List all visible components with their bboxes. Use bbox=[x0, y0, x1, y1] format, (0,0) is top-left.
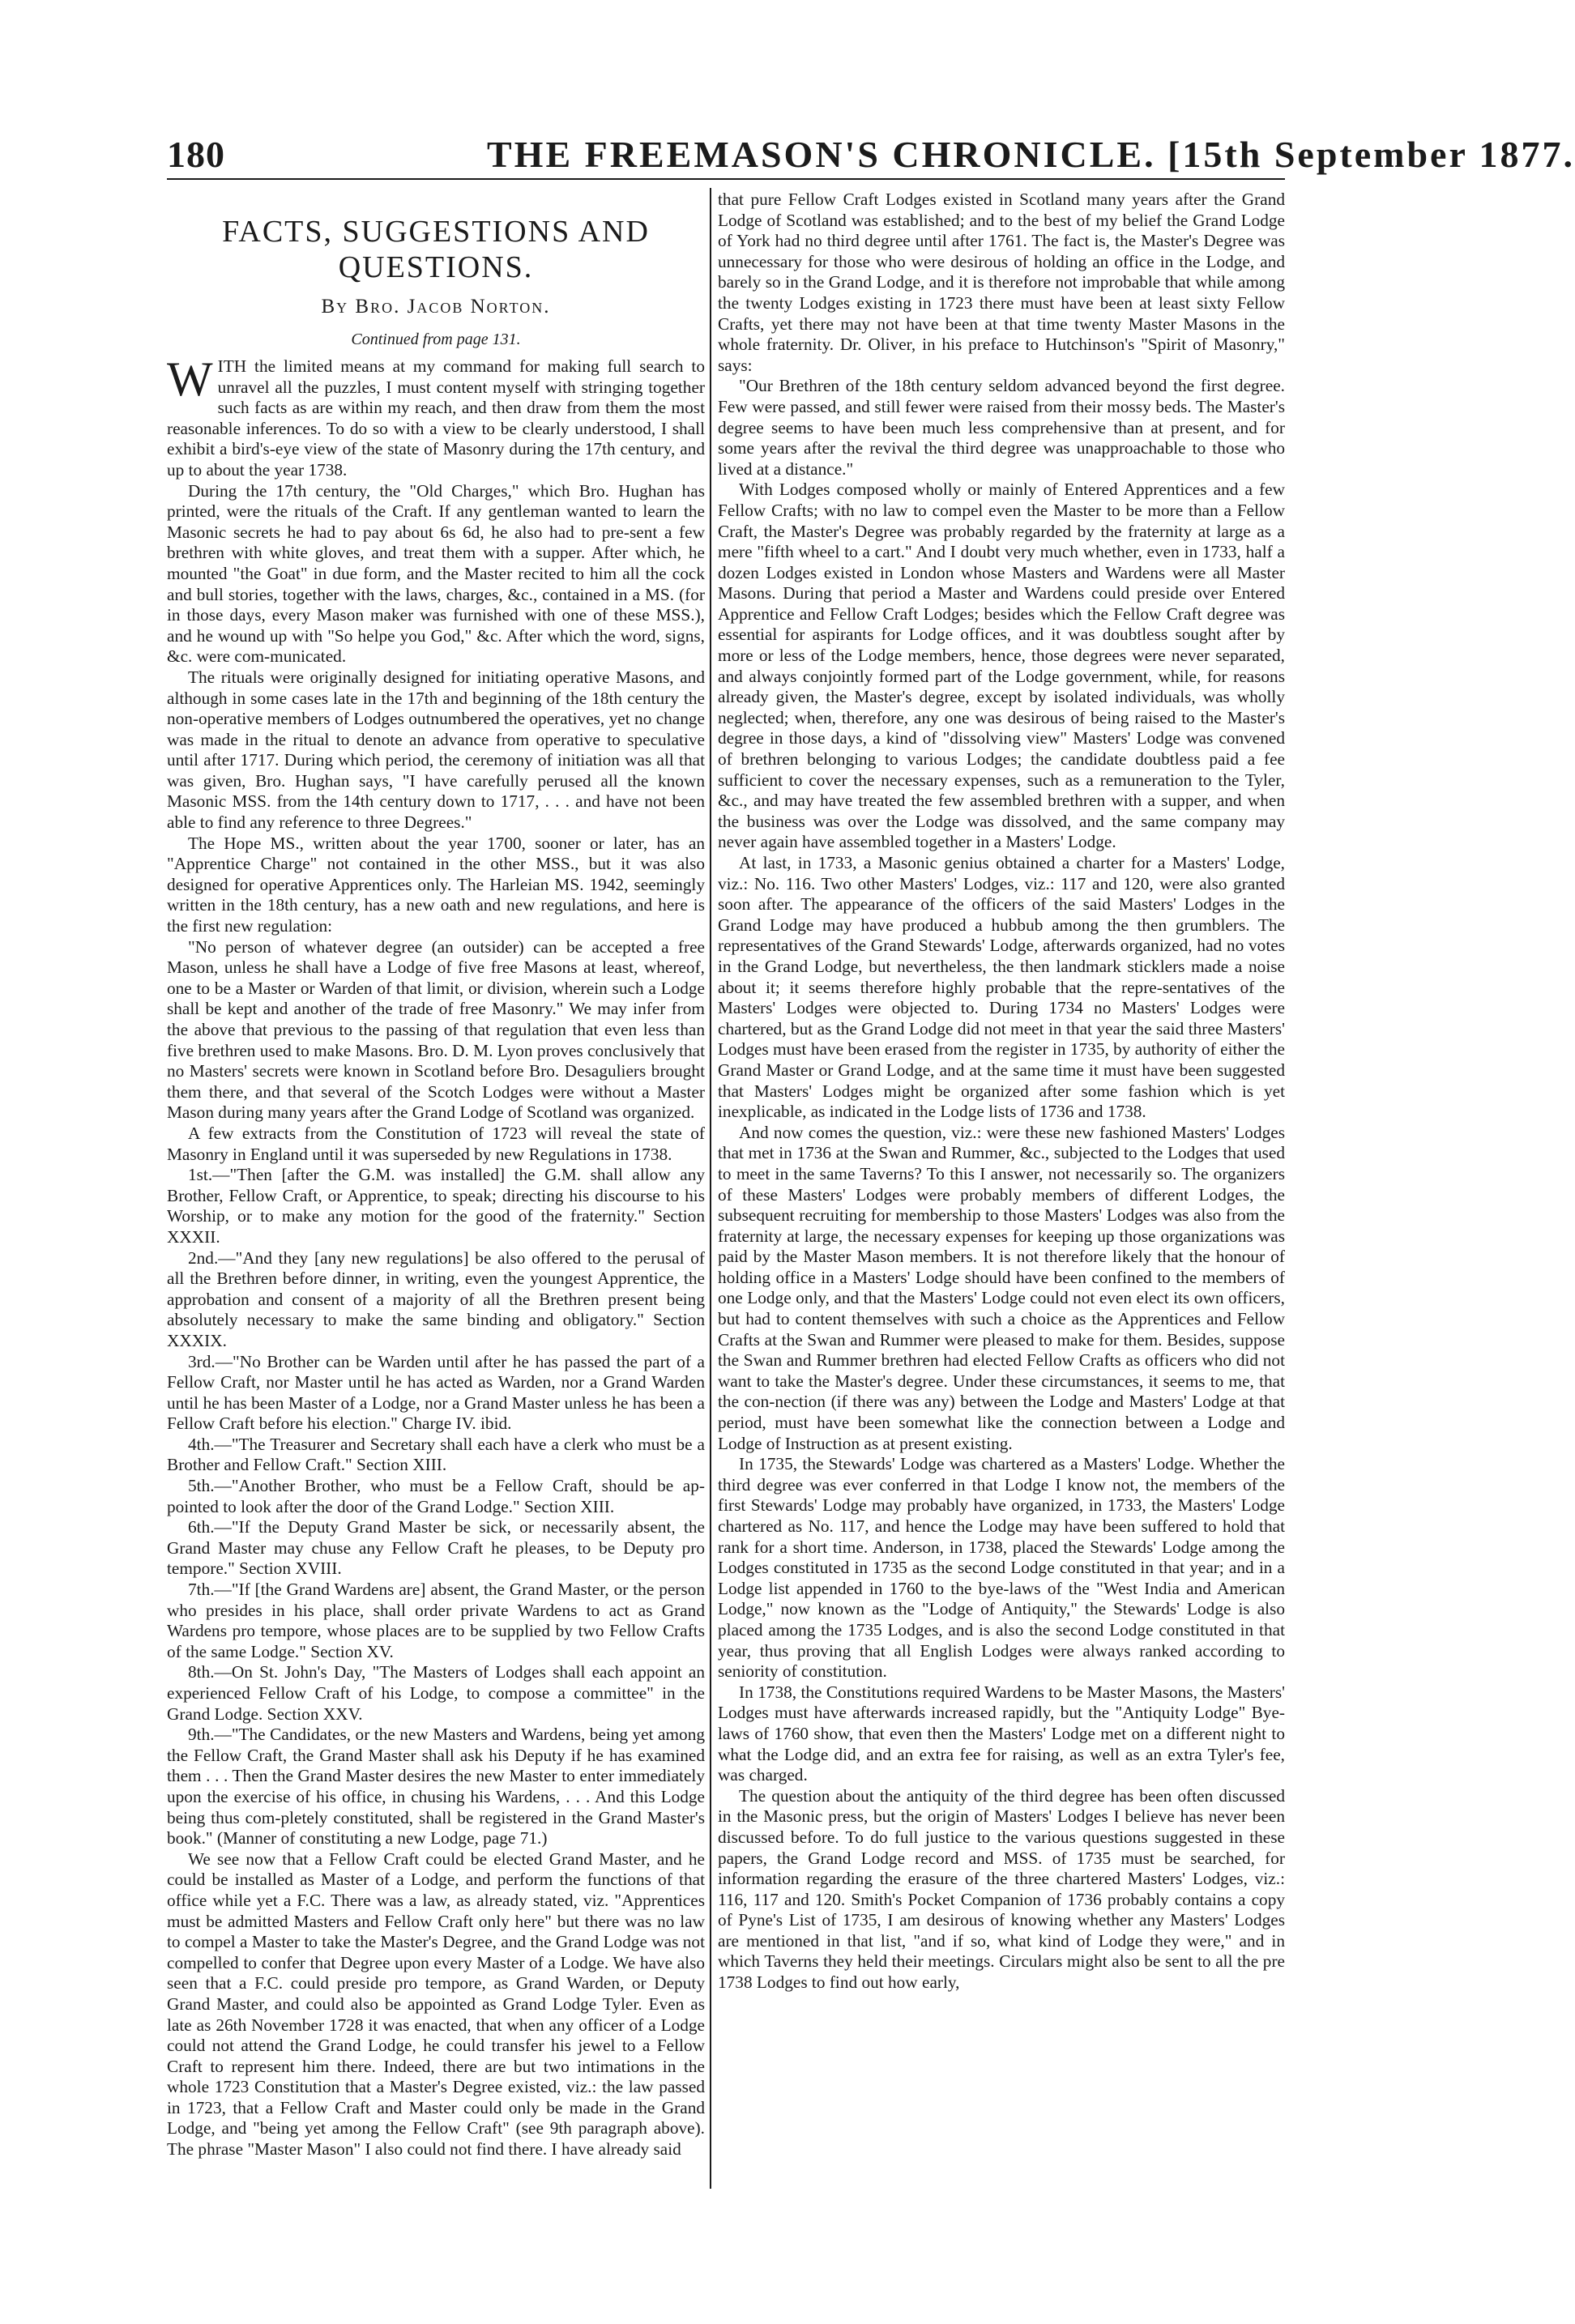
header-rule bbox=[167, 178, 1285, 180]
paragraph: At last, in 1733, a Masonic genius obtained a charter for a Masters' Lodge, viz.: No. 116. Two other Masters' Lodges, viz.: 117 and 120, were also granted soon after. The appearance of the officers of the said Masters' Lodges in the Grand Lodge may have produced a hubbub among the then grumblers. The representatives of the Grand Stewards' Lodge, afterwards organized, had no votes in the Grand Lodge, but nevertheless, the then landmark sticklers made a noise about it; it seems therefore highly probable that the repre-sentatives of the Masters' Lodges were objected to. During 1734 no Masters' Lodges were chartered, but as the Grand Lodge did not meet in that year the said three Masters' Lodges must have been erased from the register in 1735, by authority of either the Grand Master or Grand Lodge, and at the same time it must have been suggested that Masters' Lodges might be organized after some fashion which is yet inexplicable, as indicated in the Lodge lists of 1736 and 1738. bbox=[718, 853, 1285, 1122]
paragraph-text: ITH the limited means at my command for making full search to unravel all the puzzles, I must content myself with stringing together such facts as are within my reach, and then draw from them the most reasonable inferences. To do so with a view to be clearly understood, I shall exhibit a bird's-eye view of the state of Masonry during the 17th century, and up to about the year 1738. bbox=[167, 356, 705, 480]
paragraph: 4th.—"The Treasurer and Secretary shall each have a clerk who must be a Brother and Fellow Craft." Section XIII. bbox=[167, 1434, 705, 1475]
paragraph: A few extracts from the Constitution of 1723 will reveal the state of Masonry in England until it was superseded by new Regulations in 1738. bbox=[167, 1123, 705, 1164]
page-number: 180 bbox=[167, 134, 225, 175]
paragraph: 2nd.—"And they [any new regulations] be also offered to the perusal of all the Brethren before dinner, in writing, even the youngest Apprentice, the approbation and consent of a majority of all the Brethren present being absolutely necessary to make the same binding and obligatory." Section XXXIX. bbox=[167, 1247, 705, 1350]
paragraph: During the 17th century, the "Old Charges," which Bro. Hughan has printed, were the rituals of the Craft. If any gentleman wanted to learn the Masonic secrets he had to pay about 6s 6d, he also had to pre-sent a few brethren with white gloves, and treat them with a supper. After which, he mounted "the Goat" in due form, and the Master recited to him all the cock and bull stories, together with the laws, charges, &c., contained in a MS. (for in those days, every Mason maker was furnished with one of these MSS.), and he wound up with "So helpe you God," &c. After which the word, signs, &c. were com-municated. bbox=[167, 480, 705, 667]
paragraph: 8th.—On St. John's Day, "The Masters of Lodges shall each appoint an experienced Fellow Craft of his Lodge, to compose a committee" in the Grand Lodge. Section XXV. bbox=[167, 1662, 705, 1724]
article-title: FACTS, SUGGESTIONS AND QUESTIONS. bbox=[222, 215, 650, 284]
continued-note: Continued from page 131. bbox=[351, 330, 521, 348]
paragraph: 6th.—"If the Deputy Grand Master be sick, or necessarily absent, the Grand Master may chuse any Fellow Craft he pleases, to be Deputy pro tempore." Section XVIII. bbox=[167, 1517, 705, 1579]
paragraph: "Our Brethren of the 18th century seldom advanced beyond the first degree. Few were passed, and still fewer were raised from their mossy beds. The Master's degree seems to have been much less comprehensive than at present, and for some years after the revival the third degree was unapproachable to those who lived at a distance." bbox=[718, 376, 1285, 479]
paragraph: The question about the antiquity of the third degree has been often discussed in the Masonic press, but the origin of Masters' Lodges I believe has never been discussed before. To do full justice to the various questions suggested in these papers, the Grand Lodge record and MSS. of 1735 must be searched, for information regarding the erasure of the three chartered Masters' Lodges, viz.: 116, 117 and 120. Smith's Pocket Companion of 1736 probably contains a copy of Pyne's List of 1735, I am desirous of knowing whether any Masters' Lodges are mentioned in that list, "and if so, what kind of Lodge they were," and in which Taverns they held their meetings. Circulars might also be sent to all the pre 1738 Lodges to find out how early, bbox=[718, 1785, 1285, 1993]
paragraph: In 1738, the Constitutions required Wardens to be Master Masons, the Masters' Lodges must have afterwards increased rapidly, but the "Antiquity Lodge" Bye-laws of 1760 show, that even then the Masters' Lodge met on a different night to what the Lodge did, and an extra fee for raising, as well as an extra Tyler's fee, was charged. bbox=[718, 1682, 1285, 1785]
paragraph: And now comes the question, viz.: were these new fashioned Masters' Lodges that met in 1736 at the Swan and Rummer, &c., subjected to the Lodges that used to meet in the same Taverns? To this I answer, not necessarily so. The organizers of these Masters' Lodges were probably members of different Lodges, the subsequent recruiting for membership to those Masters' Lodges was also from the fraternity at large, the necessary expenses for keeping up those organizations was paid by the Master Mason members. It is not therefore likely that the honour of holding office in a Masters' Lodge should have been confined to the members of one Lodge only, and that the Masters' Lodge could not even elect its own officers, but had to content themselves with such a choice as the Apprentices and Fellow Crafts at the Swan and Rummer were pleased to make for them. Besides, suppose the Swan and Rummer brethren had elected Fellow Crafts as officers who did not want to take the Master's degree. Under these circumstances, it seems to me, that the con-nection (if there was any) between the Lodge and Masters' Lodge at that period, must have been somewhat like the connection between a Lodge and Lodge of Instruction as at present existing. bbox=[718, 1122, 1285, 1453]
left-column bbox=[167, 191, 705, 2160]
page-header bbox=[167, 128, 1575, 177]
paragraph: 1st.—"Then [after the G.M. was installed] the G.M. shall allow any Brother, Fellow Craft, or Apprentice, to speak; directing his discourse to his Worship, or to make any motion for the good of the fraternity." Section XXXII. bbox=[167, 1165, 705, 1247]
column-rule bbox=[710, 188, 711, 2189]
paragraph: 9th.—"The Candidates, or the new Masters and Wardens, being yet among the Fellow Craft, the Grand Master shall ask his Deputy if he has examined them . . . Then the Grand Master desires the new Master to enter immediately upon the exercise of his office, in chusing his Wardens, . . . And this Lodge being thus com-pletely constituted, shall be registered in the Grand Master's book." (Manner of constituting a new Lodge, page 71.) bbox=[167, 1725, 705, 1849]
paragraph: The rituals were originally designed for initiating operative Masons, and although in some cases late in the 17th and beginning of the 18th century the non-operative members of Lodges outnumbered the operatives, yet no change was made in the ritual to denote an advance from operative to speculative until after 1717. During which period, the ceremony of initiation was all that was given, Bro. Hughan says, "I have carefully perused all the known Masonic MSS. from the 14th century down to 1717, . . . and have not been able to find any reference to three Degrees." bbox=[167, 667, 705, 833]
article-byline: By Bro. Jacob Norton. bbox=[321, 296, 551, 318]
paragraph: 5th.—"Another Brother, who must be a Fellow Craft, should be ap-pointed to look after the door of the Grand Lodge." Section XIII. bbox=[167, 1476, 705, 1516]
paragraph: "No person of whatever degree (an outsider) can be accepted a free Mason, unless he shall have a Lodge of five free Masons at least, whereof, one to be a Master or Warden of that limit, or division, wherein such a Lodge shall be kept and another of the trade of free Masonry." We may infer from the above that previous to the passing of that regulation that even less than five brethren used to make Masons. Bro. D. M. Lyon proves conclusively that no Masters' secrets were known in Scotland before Bro. Desaguliers brought them there, and that several of the Scotch Lodges were without a Master Mason during many years after the Grand Lodge of Scotland was organized. bbox=[167, 936, 705, 1123]
paragraph: that pure Fellow Craft Lodges existed in Scotland many years after the Grand Lodge of Scotland was established; and to the best of my belief the Grand Lodge of York had no third degree until after 1761. The fact is, the Master's Degree was unnecessary for those who were desirous of holding an office in the Lodge, and barely so in the Grand Lodge, and it is therefore not improbable that while among the twenty Lodges existing in 1723 there must have been at least sixty Fellow Crafts, yet there may not have been at that time twenty Master Masons in the whole fraternity. Dr. Oliver, in his preface to Hutchinson's "Spirit of Masonry," says: bbox=[718, 190, 1285, 375]
paragraph: 3rd.—"No Brother can be Warden until after he has passed the part of a Fellow Craft, nor Master until he has acted as Warden, nor a Grand Warden until he has been Master of a Lodge, nor a Grand Master unless he has been a Fellow Craft before his election." Charge IV. ibid. bbox=[167, 1351, 705, 1434]
paragraph bbox=[167, 352, 705, 481]
paragraph: We see now that a Fellow Craft could be elected Grand Master, and he could be installed as Master of a Lodge, and perform the functions of that office while yet a F.C. There was a law, as already stated, viz. "Apprentices must be admitted Masters and Fellow Craft only here" but there was no law to compel a Master to take the Master's Degree, and the Grand Lodge was not compelled to confer that Degree upon every Master of a Lodge. We have also seen that a F.C. could preside pro tempore, as Grand Warden, or Deputy Grand Master, and could also be appointed as Grand Lodge Tyler. Even as late as 26th November 1728 it was enacted, that when any officer of a Lodge could not attend the Grand Lodge, he could transfer his jewel to a Fellow Craft to represent him there. Indeed, there are but two intimations in the whole 1723 Constitution that a Master's Degree existed, viz.: the law passed in 1723, that a Fellow Craft and Master could only be made in the Grand Lodge, and "being yet among the Fellow Craft" (see 9th paragraph above). The phrase "Master Mason" I also could not find there. I have already said bbox=[167, 1849, 705, 2160]
paragraph: With Lodges composed wholly or mainly of Entered Apprentices and a few Fellow Crafts; with no law to compel even the Master to be more than a Fellow Craft, the Master's Degree was probably regarded by the fraternity at large as a mere "fifth wheel to a cart." And I doubt very much whether, even in 1733, half a dozen Lodges existed in London whose Masters and Wardens were all Master Masons. During that period a Master and Wardens could preside over Entered Apprentice and Fellow Craft Lodges; besides which the Fellow Craft degree was essential for aspirants for Lodge offices, and it was doubtless sought after by more or less of the Lodge members, hence, those degrees were never separated, and always conjointly formed part of the Lodge government, while, for reasons already given, the Master's degree, except by isolated individuals, was wholly neglected; when, therefore, any one was desirous of being raised to the Master's degree in those days, a kind of "dissolving view" Masters' Lodge was convened of brethren belonging to various Lodges; the candidate doubtless paid a fee sufficient to cover the necessary expenses, such as a remuneration to the Tyler, &c., and may have treated the few assembled brethren with a supper, and when the business was over the Lodge was dissolved, and the same company may never again have assembled together in a Masters' Lodge. bbox=[718, 480, 1285, 852]
drop-cap: W bbox=[167, 352, 213, 406]
right-column bbox=[718, 190, 1285, 1994]
paragraph: In 1735, the Stewards' Lodge was chartered as a Masters' Lodge. Whether the third degree was ever conferred in that Lodge I know not, the members of the first Stewards' Lodge may probably have organized, in 1733, the Masters' Lodge chartered as No. 117, and hence the Lodge may have been suffered to hold that rank for a short time. Anderson, in 1738, placed the Stewards' Lodge among the Lodges constituted in 1735 as the second Lodge constituted in that year; and in a Lodge list appended in 1760 to the bye-laws of the "West India and American Lodge," now known as the "Lodge of Antiquity," the Stewards' Lodge is also placed among the 1735 Lodges, and is also the second Lodge constituted in that year, thus proving that all English Lodges were always ranked according to seniority of constitution. bbox=[718, 1454, 1285, 1682]
paragraph: The Hope MS., written about the year 1700, sooner or later, has an "Apprentice Charge" not contained in the other MSS., but it was also designed for operative Apprentices only. The Harleian MS. 1942, seemingly written in the 18th century, has a new oath and new regulations, and here is the first new regulation: bbox=[167, 833, 705, 936]
journal-title: THE FREEMASON'S CHRONICLE. [15th September 1877. bbox=[487, 134, 1575, 175]
paragraph: 7th.—"If [the Grand Wardens are] absent, the Grand Master, or the person who presides in his place, shall order private Wardens to act as Grand Wardens pro tempore, whose places are to be supplied by two Fellow Crafts of the same Lodge." Section XV. bbox=[167, 1580, 705, 1661]
